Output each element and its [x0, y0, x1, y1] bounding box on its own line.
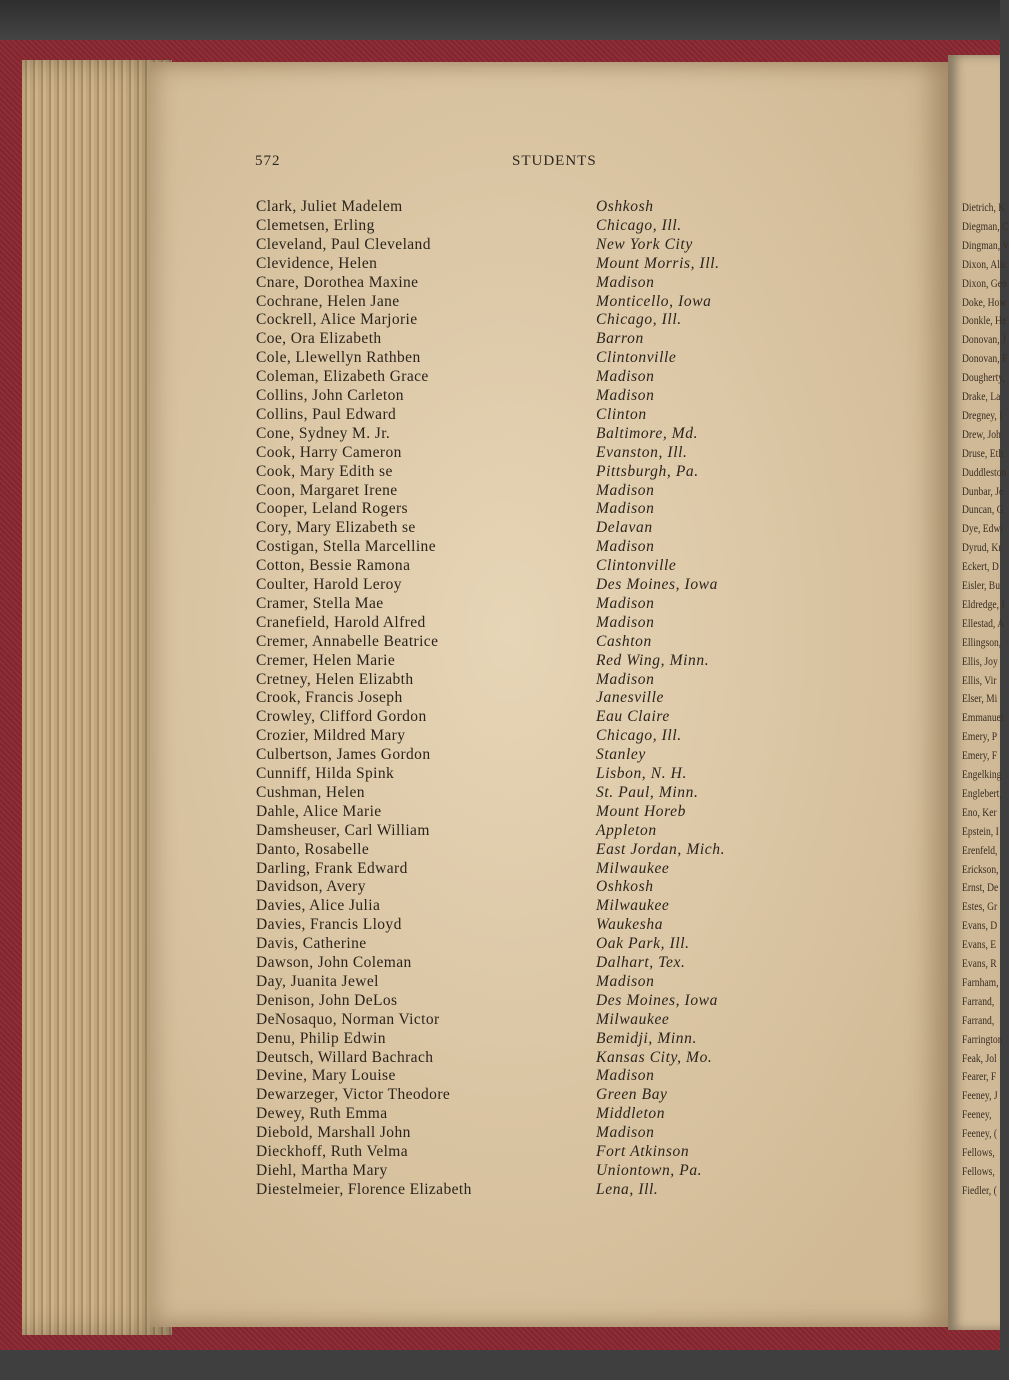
- student-name: Coulter, Harold Leroy: [256, 576, 402, 593]
- student-entry: [0, 1124, 1000, 1143]
- student-entry: [0, 746, 1000, 765]
- student-entry: [0, 255, 1000, 274]
- student-entry: [0, 463, 1000, 482]
- student-name: Cotton, Bessie Ramona: [256, 557, 411, 575]
- student-entry: [0, 444, 1000, 463]
- student-name: Davis, Catherine: [256, 935, 367, 953]
- facing-page-fragment: Feeney, J: [962, 1088, 998, 1103]
- student-name: Costigan, Stella Marcelline: [256, 538, 436, 556]
- student-name: Davies, Francis Lloyd: [256, 916, 402, 934]
- student-entry: [0, 482, 1000, 501]
- student-entry: [0, 368, 1000, 387]
- student-entry: [0, 954, 1000, 973]
- student-name: Culbertson, James Gordon: [256, 746, 431, 764]
- student-name: Coleman, Elizabeth Grace: [256, 368, 429, 386]
- facing-page-fragment: Duncan, G: [962, 502, 1004, 517]
- student-name: Dieckhoff, Ruth Velma: [256, 1143, 409, 1160]
- student-hometown: Madison: [596, 481, 655, 499]
- facing-page-fragment: Emmanuel: [962, 710, 1004, 725]
- student-name: Cremer, Annabelle Beatrice: [256, 632, 439, 650]
- facing-page-fragment: Epstein, I: [962, 823, 999, 838]
- student-entry: [0, 387, 1000, 406]
- student-hometown: Middleton: [596, 1105, 666, 1123]
- facing-page-fragment: Farnham,: [962, 974, 999, 989]
- facing-page-fragment: Englebert,: [962, 785, 1002, 800]
- student-entry: [0, 349, 1000, 368]
- student-name: Cook, Harry Cameron: [256, 443, 402, 461]
- facing-page-fragment: Engelking: [962, 767, 1002, 781]
- student-hometown: Chicago, Ill.: [596, 727, 682, 745]
- student-hometown: Clintonville: [596, 349, 677, 367]
- facing-page-fragment: Fearer, F: [962, 1069, 997, 1084]
- student-name: Cochrane, Helen Jane: [256, 292, 400, 310]
- student-name: Damsheuser, Carl William: [256, 821, 430, 839]
- student-entry: [0, 330, 1000, 349]
- facing-page-fragment: Drake, La: [962, 389, 1001, 403]
- student-entry: [0, 689, 1000, 708]
- student-name: Devine, Mary Louise: [256, 1067, 396, 1085]
- student-name: Cramer, Stella Mae: [256, 594, 384, 612]
- facing-page-fragment: Ernst, De: [962, 880, 999, 895]
- student-hometown: Barron: [596, 330, 644, 348]
- student-name: Cleveland, Paul Cleveland: [256, 235, 431, 253]
- student-entry: [0, 1067, 1000, 1086]
- facing-page-fragment: Emery, F: [962, 748, 998, 763]
- facing-page-fragment: Feeney, (: [962, 1126, 998, 1141]
- student-hometown: Oak Park, Ill.: [596, 935, 690, 953]
- student-name: Dewarzeger, Victor Theodore: [256, 1086, 451, 1104]
- facing-page-fragment: Evans, E: [962, 937, 997, 952]
- student-entry: [0, 614, 1000, 633]
- facing-page-fragment: Evans, D: [962, 918, 998, 933]
- student-hometown: Madison: [596, 1124, 655, 1142]
- student-hometown: Madison: [596, 670, 655, 688]
- student-hometown: Oshkosh: [596, 198, 654, 215]
- facing-page-fragment: Dixon, Alic: [962, 256, 1007, 271]
- student-entry: [0, 633, 1000, 652]
- facing-page-fragment: Farrand,: [962, 993, 995, 1008]
- student-hometown: Madison: [596, 594, 655, 612]
- student-entry: [0, 784, 1000, 803]
- student-hometown: Oshkosh: [596, 878, 654, 896]
- facing-page-fragment: Estes, Gr: [962, 899, 998, 914]
- student-hometown: Lisbon, N. H.: [596, 765, 687, 782]
- student-entry: [0, 1030, 1000, 1049]
- student-hometown: Clinton: [596, 405, 647, 423]
- student-hometown: Madison: [596, 273, 655, 291]
- facing-page-fragment: Eldredge, I: [962, 596, 1005, 611]
- student-entry: [0, 500, 1000, 519]
- facing-page-fragment: Dingman, V: [962, 237, 1009, 252]
- student-name: Dawson, John Coleman: [256, 954, 412, 971]
- student-entry: [0, 1049, 1000, 1068]
- student-hometown: Mount Horeb: [596, 802, 686, 820]
- facing-page-fragment: Emery, P: [962, 729, 998, 744]
- student-hometown: Green Bay: [596, 1086, 668, 1104]
- facing-page-fragment: Donkle, He: [962, 313, 1007, 328]
- student-entry: [0, 236, 1000, 255]
- student-entry: [0, 841, 1000, 860]
- facing-page-fragment: Dye, Edwi: [962, 521, 1004, 536]
- student-hometown: Dalhart, Tex.: [596, 954, 686, 971]
- facing-page-fragment: Donovan, F: [962, 351, 1008, 366]
- facing-page-fragment: Feak, Jol: [962, 1050, 997, 1065]
- student-name: Cnare, Dorothea Maxine: [256, 273, 419, 291]
- student-hometown: Kansas City, Mo.: [596, 1048, 713, 1066]
- student-hometown: Milwaukee: [596, 1010, 670, 1028]
- facing-page-fragment: Dregney, I: [962, 407, 1003, 422]
- student-hometown: Appleton: [596, 821, 657, 839]
- student-entry: [0, 935, 1000, 954]
- running-head: STUDENTS: [512, 153, 597, 169]
- facing-page-fragment: Erickson,: [962, 861, 999, 876]
- student-entry: [0, 822, 1000, 841]
- student-name: Cremer, Helen Marie: [256, 651, 396, 669]
- facing-page-fragment: Donovan, J: [962, 332, 1006, 347]
- facing-page-fragment: Ellis, Joy: [962, 653, 998, 668]
- student-name: Cone, Sydney M. Jr.: [256, 424, 391, 442]
- student-hometown: Madison: [596, 387, 655, 404]
- student-name: Clark, Juliet Madelem: [256, 198, 403, 215]
- student-hometown: Chicago, Ill.: [596, 216, 682, 234]
- student-entry: [0, 595, 1000, 614]
- student-entry: [0, 274, 1000, 293]
- student-entry: [0, 897, 1000, 916]
- student-name: Davies, Alice Julia: [256, 897, 381, 915]
- student-hometown: Bemidji, Minn.: [596, 1029, 697, 1047]
- student-name: Cunniff, Hilda Spink: [256, 765, 395, 782]
- facing-page-fragment: Farrington: [962, 1031, 1003, 1046]
- student-hometown: Monticello, Iowa: [596, 292, 712, 310]
- student-name: Collins, Paul Edward: [256, 405, 397, 423]
- student-entry: [0, 311, 1000, 330]
- student-hometown: East Jordan, Mich.: [596, 840, 726, 858]
- student-entry: [0, 538, 1000, 557]
- facing-page-fragment: Diegman, C: [962, 218, 1009, 233]
- student-name: Diehl, Martha Mary: [256, 1161, 388, 1179]
- student-hometown: Uniontown, Pa.: [596, 1161, 703, 1179]
- student-name: Clevidence, Helen: [256, 254, 378, 272]
- student-hometown: Milwaukee: [596, 859, 670, 877]
- student-hometown: Stanley: [596, 746, 646, 764]
- facing-page-fragment: Dixon, Geo: [962, 275, 1007, 290]
- facing-page-fragment: Dougherty,: [962, 370, 1005, 385]
- student-hometown: Milwaukee: [596, 897, 670, 915]
- student-name: Collins, John Carleton: [256, 387, 404, 404]
- student-hometown: Fort Atkinson: [596, 1143, 690, 1160]
- student-name: Danto, Rosabelle: [256, 840, 370, 858]
- student-hometown: Des Moines, Iowa: [596, 991, 718, 1009]
- facing-page-fragment: Evans, R: [962, 956, 997, 970]
- student-hometown: Delavan: [596, 519, 653, 537]
- facing-page-fragment: Ellestad, A: [962, 615, 1005, 630]
- student-hometown: Madison: [596, 538, 655, 556]
- student-entry: [0, 860, 1000, 879]
- student-name: Cockrell, Alice Marjorie: [256, 311, 418, 329]
- student-name: Diestelmeier, Florence Elizabeth: [256, 1180, 472, 1198]
- student-hometown: Evanston, Ill.: [596, 443, 688, 461]
- facing-page-fragment: Fellows,: [962, 1145, 995, 1159]
- student-name: Dewey, Ruth Emma: [256, 1105, 388, 1123]
- facing-page-fragment: Doke, How: [962, 294, 1007, 309]
- facing-page-fragment: Ellingson,: [962, 634, 1002, 649]
- student-entry: [0, 1105, 1000, 1124]
- student-entry: [0, 916, 1000, 935]
- student-entry: [0, 293, 1000, 312]
- student-entry: [0, 708, 1000, 727]
- student-hometown: Madison: [596, 1067, 655, 1085]
- student-entry: [0, 992, 1000, 1011]
- student-hometown: Pittsburgh, Pa.: [596, 462, 699, 480]
- student-name: Davidson, Avery: [256, 878, 366, 896]
- student-entry: [0, 878, 1000, 897]
- facing-page-fragment: Fiedler, (: [962, 1182, 997, 1197]
- student-entry: [0, 198, 1000, 217]
- student-entry: [0, 1143, 1000, 1162]
- student-name: Crozier, Mildred Mary: [256, 727, 406, 745]
- student-entry: [0, 973, 1000, 992]
- student-name: Day, Juanita Jewel: [256, 972, 379, 990]
- student-name: Crook, Francis Joseph: [256, 689, 403, 707]
- student-entry: [0, 1181, 1000, 1200]
- student-hometown: Waukesha: [596, 916, 664, 934]
- student-entry: [0, 425, 1000, 444]
- student-hometown: New York City: [596, 235, 693, 253]
- facing-page-fragment: Ellis, Vir: [962, 672, 997, 687]
- student-name: Darling, Frank Edward: [256, 859, 408, 877]
- student-name: Cretney, Helen Elizabth: [256, 670, 414, 688]
- student-name: Diebold, Marshall John: [256, 1124, 411, 1142]
- facing-page-fragment: Dunbar, Je: [962, 483, 1004, 498]
- student-hometown: Madison: [596, 500, 655, 518]
- facing-page-fragment: Fellows,: [962, 1163, 995, 1178]
- page-number: 572: [255, 153, 281, 169]
- facing-page-fragment: Duddleston: [962, 464, 1007, 479]
- student-hometown: Lena, Ill.: [596, 1180, 659, 1198]
- facing-page-fragment: Erenfeld,: [962, 842, 998, 857]
- student-name: Coe, Ora Elizabeth: [256, 330, 382, 348]
- student-name: Coon, Margaret Irene: [256, 481, 398, 499]
- student-name: Dahle, Alice Marie: [256, 802, 382, 820]
- facing-page-fragment: Farrand,: [962, 1012, 995, 1027]
- facing-page-fragment: Eckert, D: [962, 559, 999, 574]
- student-entry: [0, 727, 1000, 746]
- student-hometown: Chicago, Ill.: [596, 311, 682, 329]
- student-entry: [0, 671, 1000, 690]
- student-name: Denison, John DeLos: [256, 991, 398, 1009]
- student-entry: [0, 576, 1000, 595]
- facing-page-fragment: Drew, Joh: [962, 426, 1001, 441]
- facing-page-fragment: Dyrud, Kr: [962, 540, 1002, 555]
- student-entry: [0, 405, 1003, 425]
- student-hometown: Eau Claire: [596, 708, 670, 726]
- facing-page-fragment: Eisler, Bu: [962, 578, 1001, 592]
- facing-page-fragment: Dietrich, K: [962, 200, 1006, 214]
- facing-page-fragment: Feeney,: [962, 1107, 992, 1122]
- student-hometown: Madison: [596, 972, 655, 990]
- student-name: Deutsch, Willard Bachrach: [256, 1048, 434, 1066]
- facing-page-fragment: Elser, Mi: [962, 691, 998, 706]
- student-name: Cook, Mary Edith se: [256, 462, 393, 480]
- student-hometown: Madison: [596, 368, 655, 386]
- facing-page-fragment: Druse, Eth: [962, 445, 1004, 460]
- student-entry: [0, 652, 1000, 671]
- student-hometown: Des Moines, Iowa: [596, 576, 718, 593]
- student-entry: [0, 217, 1000, 236]
- student-name: Crowley, Clifford Gordon: [256, 708, 427, 726]
- student-hometown: Cashton: [596, 632, 652, 650]
- student-entry: [0, 1011, 1000, 1030]
- student-hometown: Clintonville: [596, 557, 677, 575]
- student-name: Cole, Llewellyn Rathben: [256, 349, 421, 367]
- student-name: Cranefield, Harold Alfred: [256, 613, 426, 631]
- student-name: Denu, Philip Edwin: [256, 1029, 386, 1047]
- student-hometown: Baltimore, Md.: [596, 424, 699, 442]
- student-name: Cooper, Leland Rogers: [256, 500, 408, 518]
- student-entry: [0, 803, 1000, 822]
- student-name: Clemetsen, Erling: [256, 216, 375, 234]
- student-entry: [0, 1162, 1000, 1181]
- student-entry: [0, 765, 1000, 784]
- student-entry: [0, 1086, 1000, 1105]
- student-name: Cushman, Helen: [256, 783, 365, 801]
- student-hometown: Mount Morris, Ill.: [596, 254, 720, 272]
- student-hometown: Madison: [596, 613, 655, 631]
- student-hometown: Red Wing, Minn.: [596, 651, 710, 669]
- student-hometown: Janesville: [596, 689, 664, 707]
- student-name: DeNosaquo, Norman Victor: [256, 1010, 440, 1028]
- facing-page-fragment: Eno, Ker: [962, 804, 997, 819]
- student-name: Cory, Mary Elizabeth se: [256, 519, 416, 537]
- student-entry: [0, 557, 1000, 576]
- student-hometown: St. Paul, Minn.: [596, 783, 699, 801]
- student-entry: [0, 519, 1000, 538]
